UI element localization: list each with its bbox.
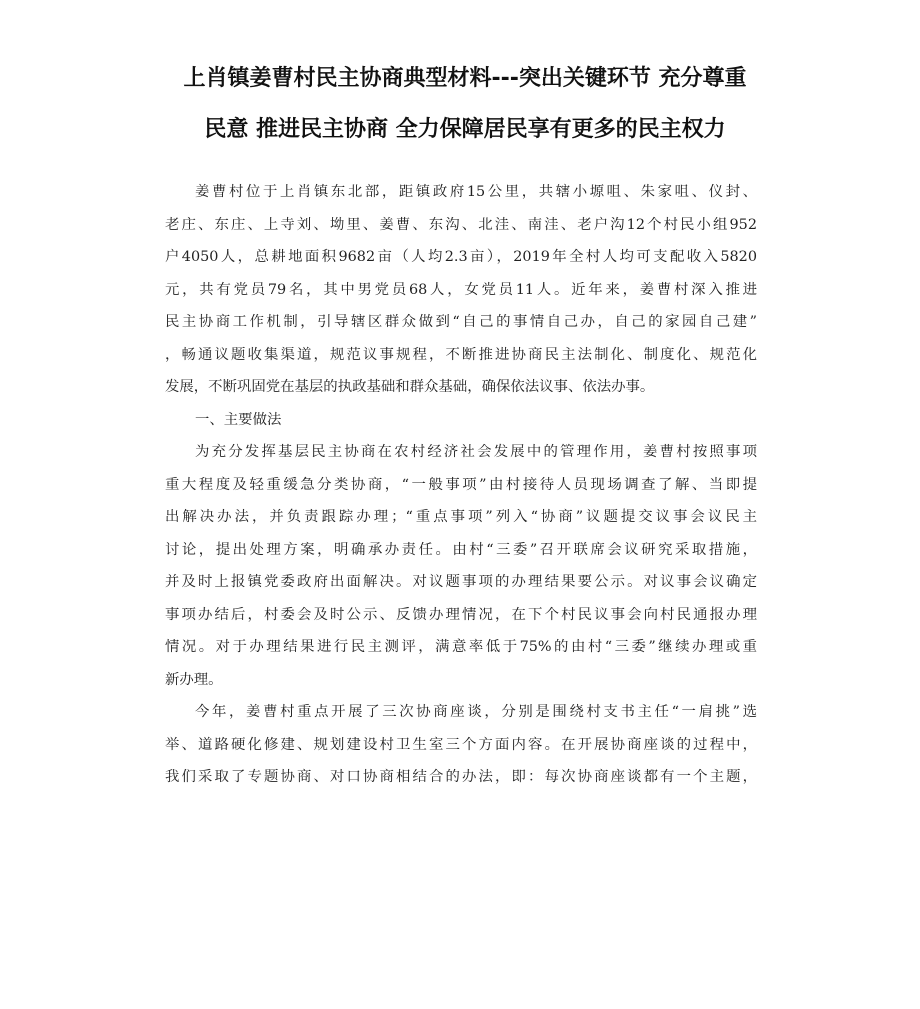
paragraph-line: 我们采取了专题协商、对口协商相结合的办法，即：每次协商座谈都有一个主题， bbox=[165, 769, 757, 785]
paragraph-line: 民主协商工作机制，引导辖区群众做到“自己的事情自己办，自己的家园自己建” bbox=[165, 314, 757, 330]
paragraph-line: 户4050人，总耕地面积9682亩（人均2.3亩），2019年全村人均可支配收入5820 bbox=[165, 249, 757, 265]
paragraph-line: 并及时上报镇党委政府出面解决。对议题事项的办理结果要公示。对议事会议确定 bbox=[165, 574, 757, 590]
paragraph-line: 元，共有党员79名，其中男党员68人，女党员11人。近年来，姜曹村深入推进 bbox=[165, 281, 757, 298]
paragraph-line: 老庄、东庄、上寺刘、坳里、姜曹、东沟、北洼、南洼、老户沟12个村民小组952 bbox=[165, 216, 757, 233]
paragraph-line: 举、道路硬化修建、规划建设村卫生室三个方面内容。在开展协商座谈的过程中， bbox=[165, 736, 757, 753]
paragraph-line: ，畅通议题收集渠道，规范议事规程，不断推进协商民主法制化、制度化、规范化 bbox=[165, 346, 757, 363]
paragraph-line: 重大程度及轻重缓急分类协商，“一般事项”由村接待人员现场调查了解、当即提 bbox=[165, 476, 757, 493]
document-title-line-1: 上肖镇姜曹村民主协商典型材料---突出关键环节 充分尊重 bbox=[183, 66, 747, 91]
paragraph-line: 姜曹村位于上肖镇东北部，距镇政府15公里，共辖小塬咀、朱家咀、仪封、 bbox=[195, 184, 757, 200]
paragraph-line: 新办理。 bbox=[165, 671, 223, 688]
paragraph-line: 讨论，提出处理方案，明确承办责任。由村“三委”召开联席会议研究采取措施， bbox=[165, 541, 757, 558]
paragraph-line: 为充分发挥基层民主协商在农村经济社会发展中的管理作用，姜曹村按照事项 bbox=[195, 444, 757, 460]
paragraph-line: 出解决办法，并负责跟踪办理；“重点事项”列入“协商”议题提交议事会议民主 bbox=[165, 509, 757, 525]
paragraph-line: 发展，不断巩固党在基层的执政基础和群众基础，确保依法议事、依法办事。 bbox=[165, 379, 655, 395]
paragraph-line: 情况。对于办理结果进行民主测评，满意率低于75%的由村“三委”继续办理或重 bbox=[165, 639, 757, 655]
document-title-line-2: 民意 推进民主协商 全力保障居民享有更多的民主权力 bbox=[204, 117, 726, 142]
paragraph-line: 事项办结后，村委会及时公示、反馈办理情况，在下个村民议事会向村民通报办理 bbox=[165, 606, 757, 623]
document-body bbox=[165, 176, 757, 794]
section-heading: 一、主要做法 bbox=[195, 411, 282, 428]
paragraph-line: 今年，姜曹村重点开展了三次协商座谈，分别是围绕村支书主任“一肩挑”选 bbox=[195, 704, 757, 720]
